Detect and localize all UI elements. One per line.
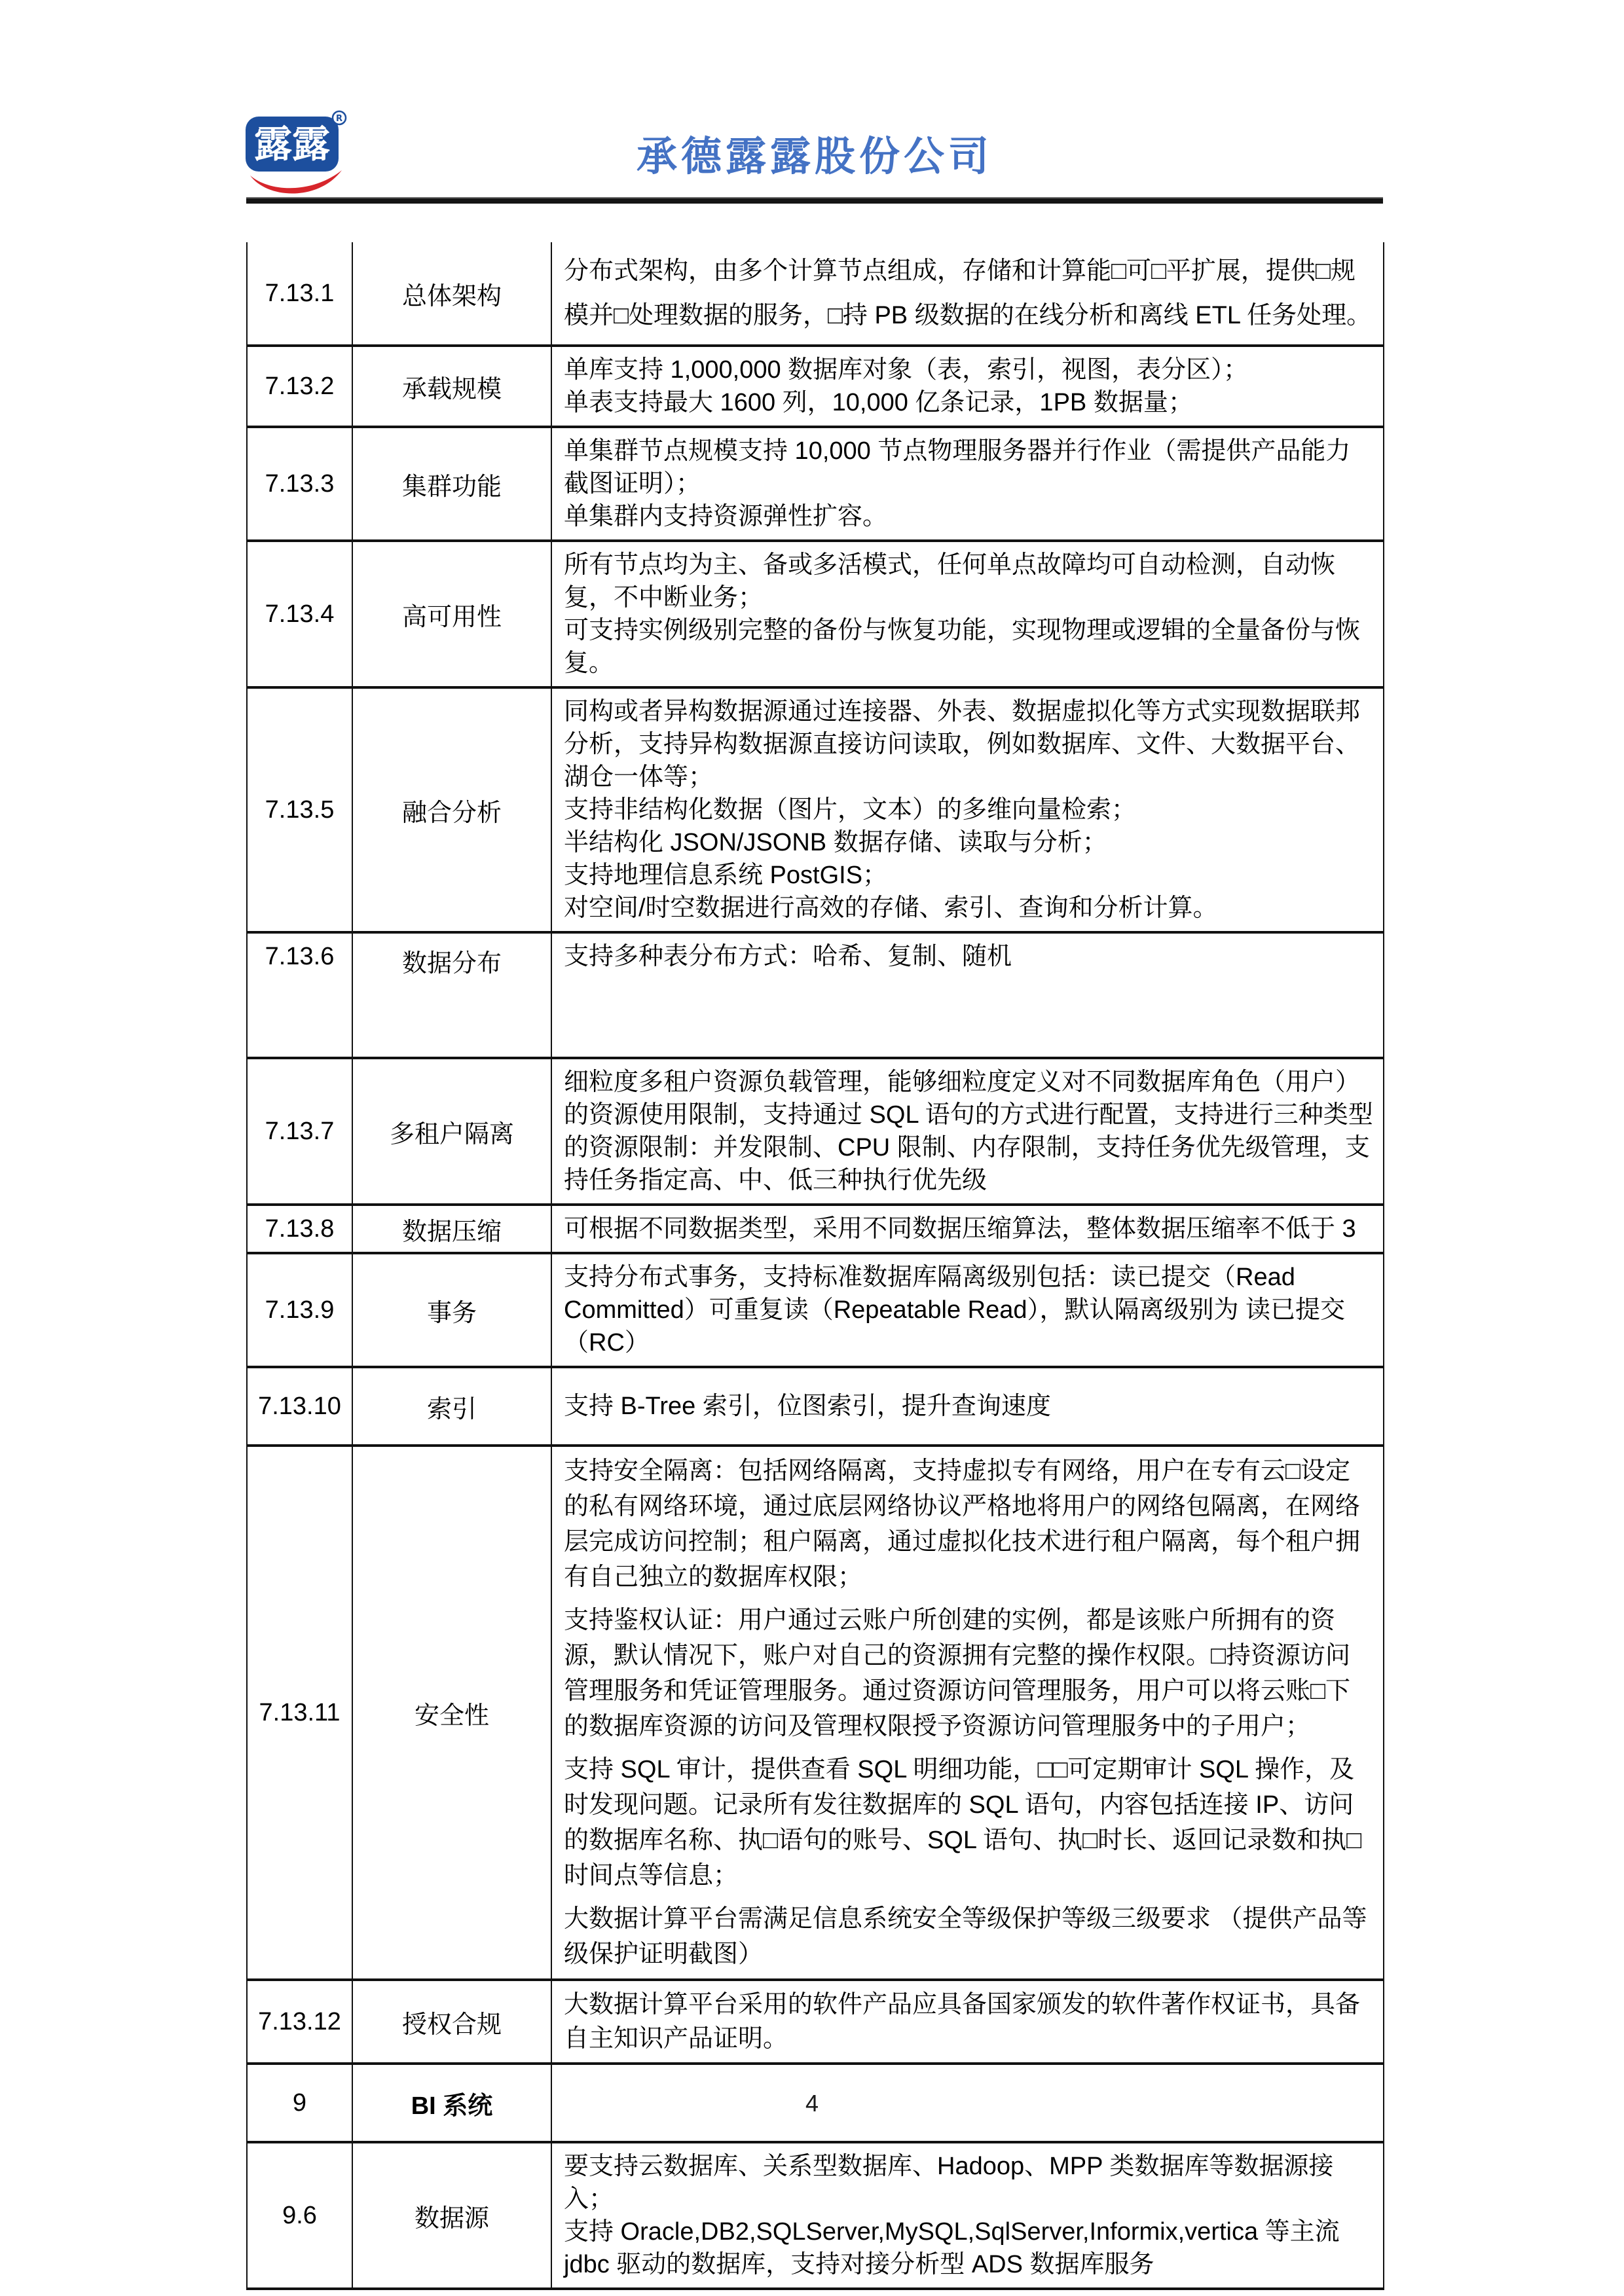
req-paragraph: 半结构化 JSON/JSONB 数据存储、读取与分析； bbox=[564, 829, 1107, 856]
table-row bbox=[247, 541, 1384, 687]
table-row bbox=[247, 1058, 1384, 1205]
req-id: 9.6 bbox=[247, 2142, 352, 2289]
table-row bbox=[247, 1446, 1384, 1980]
req-id: 7.13.8 bbox=[247, 1205, 352, 1253]
table-row bbox=[247, 346, 1384, 427]
req-category: 承载规模 bbox=[352, 346, 551, 427]
req-paragraph: 要支持云数据库、关系型数据库、Hadoop、MPP 类数据库等数据源接入； bbox=[564, 2153, 1334, 2213]
req-category: BI 系统 bbox=[352, 2064, 551, 2142]
req-paragraph: 支持非结构化数据（图片，文本）的多维向量检索； bbox=[564, 796, 1137, 824]
req-category: 数据压缩 bbox=[352, 1205, 551, 1253]
req-paragraph: 单库支持 1,000,000 数据库对象（表，索引，视图，表分区）； bbox=[564, 356, 1249, 384]
req-text bbox=[551, 1205, 1384, 1253]
req-id: 7.13.3 bbox=[247, 427, 352, 541]
req-id: 7.13.5 bbox=[247, 687, 352, 932]
req-id: 7.13.12 bbox=[247, 1980, 352, 2064]
req-paragraph: 支持安全隔离：包括网络隔离，支持虚拟专有网络，用户在专有云□设定的私有网络环境，通过底层网络协议严格地将用户的网络包隔离，在网络层完成访问控制；租户隔离，通过虚拟化技术进行租户隔离，每个租户拥有自己独立的数据库权限； bbox=[564, 1457, 1361, 1591]
req-text bbox=[551, 2142, 1384, 2289]
header-divider bbox=[246, 197, 1383, 204]
req-paragraph: 支持 Oracle,DB2,SQLServer,MySQL,SqlServer,Informix,vertica 等主流 jdbc 驱动的数据库，支持对接分析型 ADS 数据库服务 bbox=[564, 2218, 1340, 2278]
table-row bbox=[247, 2142, 1384, 2289]
table-row bbox=[247, 242, 1384, 346]
table-row bbox=[247, 1253, 1384, 1367]
req-category: 集群功能 bbox=[352, 427, 551, 541]
req-category: 总体架构 bbox=[352, 242, 551, 346]
req-text bbox=[551, 932, 1384, 1058]
req-id: 9 bbox=[247, 2064, 352, 2142]
req-category: 数据分布 bbox=[352, 932, 551, 1058]
req-paragraph: 对空间/时空数据进行高效的存储、索引、查询和分析计算。 bbox=[564, 894, 1218, 922]
req-paragraph: 大数据计算平台采用的软件产品应具备国家颁发的软件著作权证书，具备自主知识产品证明。 bbox=[564, 1991, 1361, 2052]
req-text bbox=[551, 687, 1384, 932]
req-id: 7.13.10 bbox=[247, 1367, 352, 1446]
req-paragraph: 支持 B-Tree 索引，位图索引，提升查询速度 bbox=[564, 1393, 1051, 1420]
req-paragraph: 支持多种表分布方式：哈希、复制、随机 bbox=[564, 943, 1012, 970]
req-id: 7.13.9 bbox=[247, 1253, 352, 1367]
table-row bbox=[247, 1205, 1384, 1253]
req-category: 数据源 bbox=[352, 2142, 551, 2289]
req-id: 7.13.7 bbox=[247, 1058, 352, 1205]
req-paragraph: 支持 SQL 审计，提供查看 SQL 明细功能，□□可定期审计 SQL 操作，及时发现问题。记录所有发往数据库的 SQL 语句，内容包括连接 IP、访问的数据库名称、执□语句的账号、SQL 语句、执□时长、返回记录数和执□时间点等信息； bbox=[564, 1756, 1362, 1889]
req-category: 高可用性 bbox=[352, 541, 551, 687]
req-category: 安全性 bbox=[352, 1446, 551, 1980]
req-id: 7.13.2 bbox=[247, 346, 352, 427]
req-category: 事务 bbox=[352, 1253, 551, 1367]
req-paragraph: 单表支持最大 1600 列，10,000 亿条记录，1PB 数据量； bbox=[564, 389, 1193, 416]
logo-text: 露露 bbox=[253, 122, 331, 166]
req-text bbox=[551, 1367, 1384, 1446]
req-text bbox=[551, 1253, 1384, 1367]
req-paragraph: 支持分布式事务，支持标准数据库隔离级别包括：读已提交（Read Committed）可重复读（Repeatable Read），默认隔离级别为 读已提交（RC） bbox=[564, 1264, 1346, 1357]
table-row bbox=[247, 687, 1384, 932]
req-category: 授权合规 bbox=[352, 1980, 551, 2064]
req-id: 7.13.1 bbox=[247, 242, 352, 346]
table-row bbox=[247, 427, 1384, 541]
req-paragraph: 可支持实例级别完整的备份与恢复功能，实现物理或逻辑的全量备份与恢复。 bbox=[564, 617, 1361, 677]
req-paragraph: 单集群节点规模支持 10,000 节点物理服务器并行作业（需提供产品能力截图证明）； bbox=[564, 437, 1351, 498]
company-name: 承德露露股份公司 bbox=[636, 134, 993, 179]
req-paragraph: 同构或者异构数据源通过连接器、外表、数据虚拟化等方式实现数据联邦分析，支持异构数据源直接访问读取，例如数据库、文件、大数据平台、湖仓一体等； bbox=[564, 698, 1361, 791]
table-row bbox=[247, 1980, 1384, 2064]
req-text bbox=[551, 242, 1384, 346]
req-paragraph: 支持鉴权认证：用户通过云账户所创建的实例，都是该账户所拥有的资源，默认情况下，账户对自己的资源拥有完整的操作权限。□持资源访问管理服务和凭证管理服务。通过资源访问管理服务，用户可以将云账□下的数据库资源的访问及管理权限授予资源访问管理服务中的子用户； bbox=[564, 1607, 1350, 1740]
req-category: 融合分析 bbox=[352, 687, 551, 932]
req-text bbox=[551, 346, 1384, 427]
req-paragraph: 分布式架构，由多个计算节点组成，存储和计算能□可□平扩展，提供□规模并□处理数据的服务，□持 PB 级数据的在线分析和离线 ETL 任务处理。 bbox=[564, 257, 1372, 329]
req-paragraph: 大数据计算平台需满足信息系统安全等级保护等级三级要求 （提供产品等级保护证明截图） bbox=[564, 1905, 1367, 1968]
requirements-table-body bbox=[247, 242, 1384, 2289]
table-row bbox=[247, 1367, 1384, 1446]
req-paragraph: 所有节点均为主、备或多活模式，任何单点故障均可自动检测，自动恢复，不中断业务； bbox=[564, 551, 1336, 611]
requirements-table bbox=[246, 242, 1384, 2290]
page-number: 4 bbox=[805, 2090, 819, 2117]
req-text bbox=[551, 541, 1384, 687]
req-text bbox=[551, 1446, 1384, 1980]
req-id: 7.13.4 bbox=[247, 541, 352, 687]
registered-mark-letter: R bbox=[335, 114, 343, 124]
req-paragraph: 单集群内支持资源弹性扩容。 bbox=[564, 503, 888, 530]
req-id: 7.13.11 bbox=[247, 1446, 352, 1980]
req-id: 7.13.6 bbox=[247, 932, 352, 1058]
req-text bbox=[551, 1980, 1384, 2064]
req-category: 多租户隔离 bbox=[352, 1058, 551, 1205]
requirements-table-wrap bbox=[246, 242, 1383, 2290]
req-paragraph: 支持地理信息系统 PostGIS； bbox=[564, 862, 888, 889]
req-text bbox=[551, 427, 1384, 541]
req-paragraph: 细粒度多租户资源负载管理，能够细粒度定义对不同数据库角色（用户）的资源使用限制，支持通过 SQL 语句的方式进行配置，支持进行三种类型的资源限制：并发限制、CPU 限制、内存限制，支持任务优先级管理，支持任务指定高、中、低三种执行优先级 bbox=[564, 1068, 1373, 1194]
req-paragraph: 可根据不同数据类型，采用不同数据压缩算法，整体数据压缩率不低于 3 bbox=[564, 1215, 1356, 1243]
req-text bbox=[551, 1058, 1384, 1205]
req-category: 索引 bbox=[352, 1367, 551, 1446]
table-row bbox=[247, 932, 1384, 1058]
